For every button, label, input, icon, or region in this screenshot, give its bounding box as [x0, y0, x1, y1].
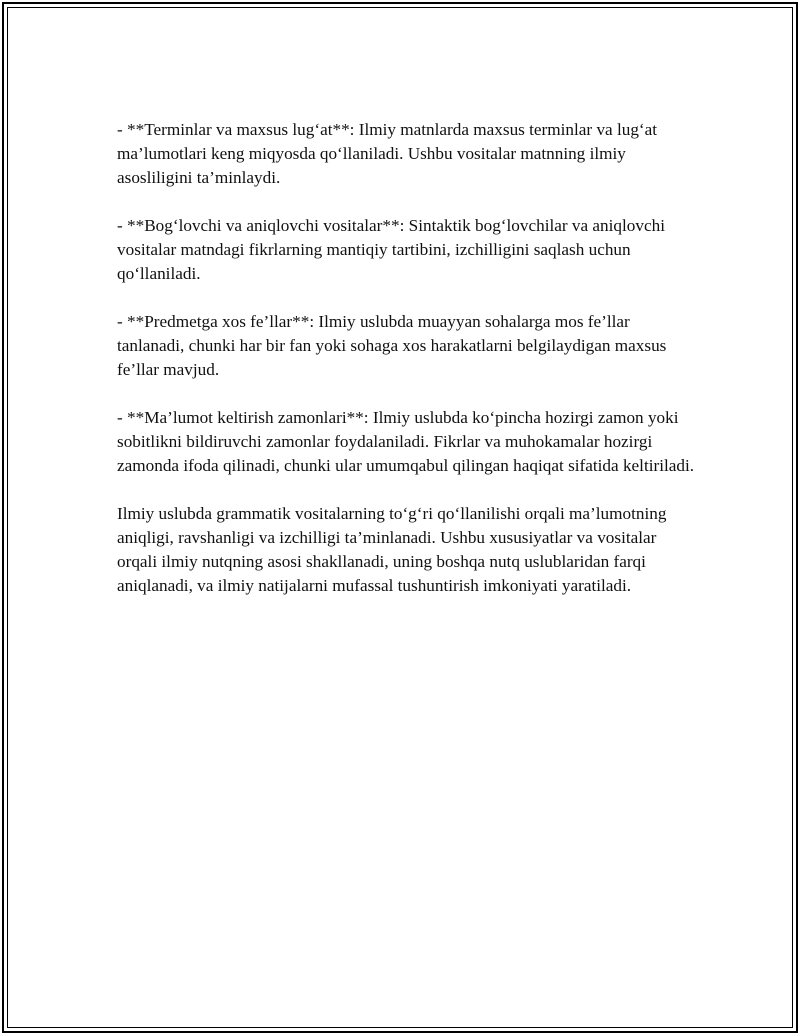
paragraph-conclusion: Ilmiy uslubda grammatik vositalarning to‘g‘ri qo‘llanilishi orqali ma’lumotning aniqligi, ravshanligi va izchilligi ta’minlanadi. Ushbu xususiyatlar va vositalar orqali ilmiy nutqning asosi shakllanadi, uning boshqa nutq uslublaridan farqi aniqlanadi, va ilmiy natijalarni mufassal tushuntirish imkoniyati yaratiladi. — [117, 504, 667, 595]
paragraph-subject-verbs: - **Predmetga xos fe’llar**: Ilmiy uslubda muayyan sohalarga mos fe’llar tanlanadi, chunki har bir fan yoki sohaga xos harakatlarni belgilaydigan maxsus fe’llar mavjud. — [117, 312, 667, 379]
document-body — [117, 118, 697, 622]
paragraph-terminology: - **Terminlar va maxsus lug‘at**: Ilmiy matnlarda maxsus terminlar va lug‘at ma’lumotlari keng miqyosda qo‘llaniladi. Ushbu vositalar matnning ilmiy asosliligini ta’minlaydi. — [117, 120, 658, 187]
paragraph-tenses: - **Ma’lumot keltirish zamonlari**: Ilmiy uslubda ko‘pincha hozirgi zamon yoki sobitlikni bildiruvchi zamonlar foydalaniladi. Fikrlar va muhokamalar hozirgi zamonda ifoda qilinadi, chunki ular umumqabul qilingan haqiqat sifatida keltiriladi. — [117, 408, 695, 475]
paragraph-connectives: - **Bog‘lovchi va aniqlovchi vositalar**: Sintaktik bog‘lovchilar va aniqlovchi vositalar matndagi fikrlarning mantiqiy tartibini, izchilligini saqlash uchun qo‘llaniladi. — [117, 216, 665, 283]
